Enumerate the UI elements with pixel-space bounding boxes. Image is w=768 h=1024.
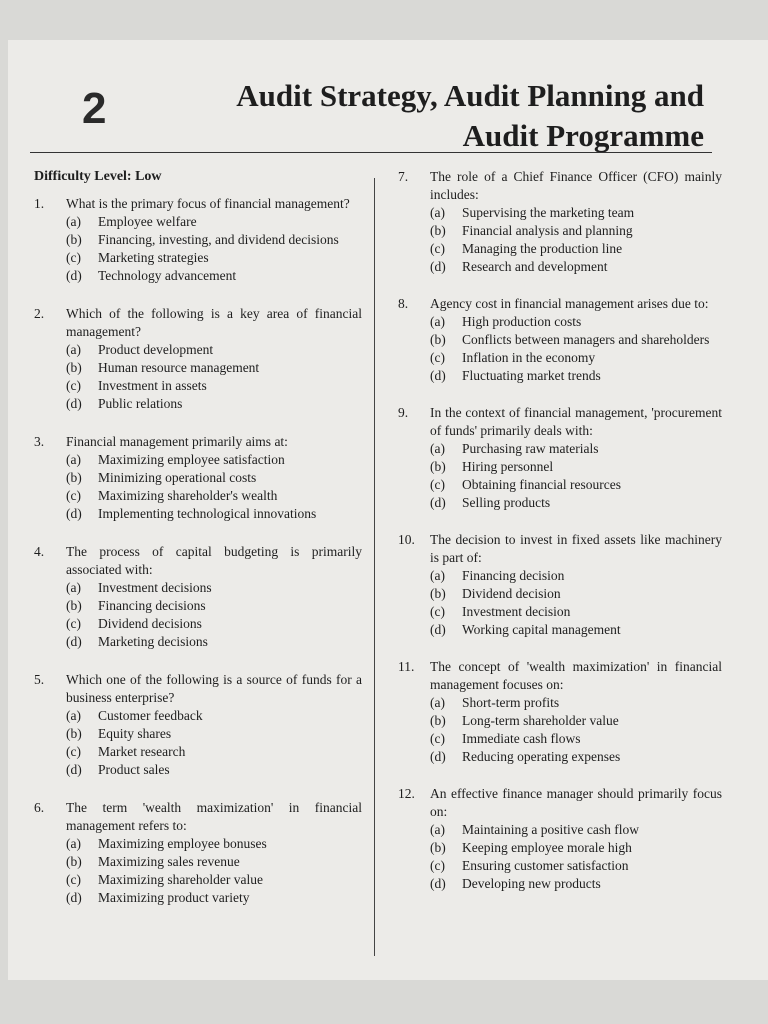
option-label: (d) xyxy=(430,876,446,891)
answer-option xyxy=(430,603,722,621)
answer-option xyxy=(430,204,722,222)
question-text: The role of a Chief Finance Officer (CFO) mainly includes: xyxy=(430,169,722,202)
question-body xyxy=(430,404,722,512)
question-body xyxy=(66,799,362,907)
answer-option xyxy=(430,585,722,603)
option-text: Financing, investing, and dividend decisions xyxy=(98,232,339,247)
chapter-title-line-1: Audit Strategy, Audit Planning and xyxy=(236,78,704,113)
question-body xyxy=(66,433,362,523)
option-text: Equity shares xyxy=(98,726,172,741)
option-label: (d) xyxy=(430,368,446,383)
answer-option xyxy=(430,349,722,367)
option-label: (a) xyxy=(430,822,445,837)
answer-option xyxy=(430,440,722,458)
column-divider xyxy=(374,178,375,956)
question-number: 1. xyxy=(34,196,45,211)
option-label: (c) xyxy=(430,858,445,873)
question-text: The process of capital budgeting is primarily associated with: xyxy=(66,544,362,577)
question-body xyxy=(430,658,722,766)
option-text: Research and development xyxy=(462,259,608,274)
option-text: Hiring personnel xyxy=(462,459,554,474)
option-text: Immediate cash flows xyxy=(462,731,581,746)
option-label: (c) xyxy=(430,350,445,365)
answer-option xyxy=(66,761,362,779)
question-text: Which one of the following is a source of funds for a business enterprise? xyxy=(66,672,362,705)
option-label: (b) xyxy=(430,840,446,855)
option-text: Maximizing shareholder's wealth xyxy=(98,488,278,503)
option-label: (a) xyxy=(430,441,445,456)
question-text: The concept of 'wealth maximization' in financial management focuses on: xyxy=(430,659,722,692)
question-body xyxy=(66,305,362,413)
question-body xyxy=(430,168,722,276)
option-label: (a) xyxy=(66,836,81,851)
answer-option xyxy=(430,730,722,748)
option-text: Financial analysis and planning xyxy=(462,223,633,238)
question xyxy=(398,404,722,512)
answer-option xyxy=(66,597,362,615)
question-number: 8. xyxy=(398,296,409,311)
question-body xyxy=(430,531,722,639)
option-label: (c) xyxy=(66,872,81,887)
option-label: (c) xyxy=(66,488,81,503)
answer-option xyxy=(430,367,722,385)
option-label: (c) xyxy=(66,378,81,393)
option-text: Maximizing employee bonuses xyxy=(98,836,267,851)
question-body xyxy=(66,195,362,285)
option-label: (b) xyxy=(66,854,82,869)
option-text: Investment decision xyxy=(462,604,571,619)
answer-option xyxy=(66,871,362,889)
question xyxy=(34,671,362,779)
title-underline xyxy=(30,152,712,153)
option-label: (b) xyxy=(66,726,82,741)
chapter-title-line-2: Audit Programme xyxy=(462,118,704,153)
option-label: (a) xyxy=(66,452,81,467)
question-number: 6. xyxy=(34,800,45,815)
answer-option xyxy=(430,875,722,893)
answer-option xyxy=(430,567,722,585)
answer-option xyxy=(66,469,362,487)
option-label: (d) xyxy=(430,259,446,274)
option-text: Dividend decisions xyxy=(98,616,202,631)
question-number: 11. xyxy=(398,659,415,674)
answer-option xyxy=(66,579,362,597)
question-list xyxy=(34,195,362,907)
option-label: (a) xyxy=(430,568,445,583)
answer-option xyxy=(66,487,362,505)
question-text: Which of the following is a key area of financial management? xyxy=(66,306,362,339)
option-text: Public relations xyxy=(98,396,183,411)
question xyxy=(398,295,722,385)
answer-option xyxy=(66,451,362,469)
left-column xyxy=(34,168,362,907)
question-text: Agency cost in financial management arises due to: xyxy=(430,296,709,311)
question-text: What is the primary focus of financial management? xyxy=(66,196,350,211)
option-label: (d) xyxy=(66,634,82,649)
question xyxy=(34,433,362,523)
option-text: Product development xyxy=(98,342,214,357)
option-label: (b) xyxy=(430,586,446,601)
option-label: (a) xyxy=(430,695,445,710)
option-label: (c) xyxy=(66,250,81,265)
option-text: Maintaining a positive cash flow xyxy=(462,822,639,837)
option-label: (d) xyxy=(430,749,446,764)
answer-option xyxy=(430,839,722,857)
answer-option xyxy=(66,725,362,743)
option-text: Developing new products xyxy=(462,876,601,891)
option-text: Ensuring customer satisfaction xyxy=(462,858,629,873)
option-text: Managing the production line xyxy=(462,241,623,256)
answer-option xyxy=(430,240,722,258)
answer-option xyxy=(430,694,722,712)
answer-option xyxy=(66,707,362,725)
option-label: (c) xyxy=(66,744,81,759)
option-text: Marketing strategies xyxy=(98,250,209,265)
answer-option xyxy=(430,313,722,331)
answer-option xyxy=(66,231,362,249)
answer-option xyxy=(66,835,362,853)
question-number: 5. xyxy=(34,672,45,687)
option-label: (b) xyxy=(66,360,82,375)
option-text: Technology advancement xyxy=(98,268,237,283)
question-number: 10. xyxy=(398,532,415,547)
option-label: (b) xyxy=(66,232,82,247)
answer-option xyxy=(430,494,722,512)
question-number: 7. xyxy=(398,169,409,184)
question-list xyxy=(398,168,722,893)
answer-option xyxy=(430,476,722,494)
question-body xyxy=(66,543,362,651)
question-text: An effective finance manager should primarily focus on: xyxy=(430,786,722,819)
question xyxy=(34,305,362,413)
answer-option xyxy=(66,359,362,377)
question-number: 12. xyxy=(398,786,415,801)
question xyxy=(34,799,362,907)
option-text: High production costs xyxy=(462,314,582,329)
answer-option xyxy=(430,748,722,766)
answer-option xyxy=(430,857,722,875)
option-text: Selling products xyxy=(462,495,551,510)
option-text: Fluctuating market trends xyxy=(462,368,601,383)
option-label: (c) xyxy=(430,241,445,256)
option-label: (d) xyxy=(66,506,82,521)
question-body xyxy=(430,295,722,385)
option-text: Implementing technological innovations xyxy=(98,506,317,521)
option-label: (d) xyxy=(66,762,82,777)
option-label: (d) xyxy=(430,622,446,637)
option-label: (d) xyxy=(66,890,82,905)
answer-option xyxy=(430,331,722,349)
answer-option xyxy=(66,267,362,285)
option-text: Dividend decision xyxy=(462,586,561,601)
answer-option xyxy=(66,341,362,359)
question-text: The term 'wealth maximization' in financial management refers to: xyxy=(66,800,362,833)
question-text: The decision to invest in fixed assets like machinery is part of: xyxy=(430,532,722,565)
option-text: Short-term profits xyxy=(462,695,560,710)
option-label: (b) xyxy=(430,223,446,238)
answer-option xyxy=(430,222,722,240)
option-text: Financing decision xyxy=(462,568,565,583)
answer-option xyxy=(66,249,362,267)
option-text: Human resource management xyxy=(98,360,260,375)
option-label: (a) xyxy=(66,580,81,595)
option-label: (d) xyxy=(430,495,446,510)
question xyxy=(398,785,722,893)
right-column xyxy=(398,168,722,893)
option-label: (a) xyxy=(66,214,81,229)
answer-option xyxy=(66,743,362,761)
option-label: (a) xyxy=(430,205,445,220)
option-text: Market research xyxy=(98,744,186,759)
option-text: Inflation in the economy xyxy=(462,350,596,365)
question xyxy=(398,168,722,276)
answer-option xyxy=(66,889,362,907)
option-text: Investment decisions xyxy=(98,580,212,595)
question xyxy=(398,658,722,766)
option-text: Conflicts between managers and shareholders xyxy=(462,332,710,347)
option-text: Customer feedback xyxy=(98,708,203,723)
question xyxy=(398,531,722,639)
option-label: (c) xyxy=(430,731,445,746)
question-number: 3. xyxy=(34,434,45,449)
answer-option xyxy=(66,395,362,413)
option-label: (c) xyxy=(430,477,445,492)
question xyxy=(34,195,362,285)
option-label: (b) xyxy=(430,332,446,347)
question xyxy=(34,543,362,651)
question-number: 2. xyxy=(34,306,45,321)
option-text: Reducing operating expenses xyxy=(462,749,621,764)
question-text: In the context of financial management, 'procurement of funds' primarily deals with: xyxy=(430,405,722,438)
option-label: (d) xyxy=(66,396,82,411)
option-text: Marketing decisions xyxy=(98,634,208,649)
answer-option xyxy=(66,615,362,633)
question-text: Financial management primarily aims at: xyxy=(66,434,288,449)
option-text: Investment in assets xyxy=(98,378,207,393)
option-text: Purchasing raw materials xyxy=(462,441,599,456)
option-label: (d) xyxy=(66,268,82,283)
option-label: (c) xyxy=(66,616,81,631)
option-text: Keeping employee morale high xyxy=(462,840,632,855)
question-body xyxy=(66,671,362,779)
answer-option xyxy=(66,213,362,231)
option-text: Employee welfare xyxy=(98,214,197,229)
option-text: Working capital management xyxy=(462,622,621,637)
option-text: Product sales xyxy=(98,762,170,777)
option-label: (b) xyxy=(66,470,82,485)
answer-option xyxy=(430,621,722,639)
option-label: (a) xyxy=(430,314,445,329)
option-text: Supervising the marketing team xyxy=(462,205,635,220)
question-number: 4. xyxy=(34,544,45,559)
answer-option xyxy=(430,458,722,476)
option-label: (a) xyxy=(66,708,81,723)
option-text: Long-term shareholder value xyxy=(462,713,619,728)
option-text: Maximizing shareholder value xyxy=(98,872,263,887)
option-text: Maximizing sales revenue xyxy=(98,854,240,869)
answer-option xyxy=(430,712,722,730)
option-label: (b) xyxy=(430,713,446,728)
question-number: 9. xyxy=(398,405,409,420)
document-page xyxy=(8,40,768,980)
answer-option xyxy=(66,505,362,523)
option-text: Obtaining financial resources xyxy=(462,477,621,492)
option-text: Minimizing operational costs xyxy=(98,470,257,485)
option-text: Financing decisions xyxy=(98,598,206,613)
answer-option xyxy=(430,821,722,839)
answer-option xyxy=(66,377,362,395)
option-label: (b) xyxy=(430,459,446,474)
option-label: (c) xyxy=(430,604,445,619)
option-text: Maximizing product variety xyxy=(98,890,250,905)
option-label: (b) xyxy=(66,598,82,613)
answer-option xyxy=(66,853,362,871)
chapter-number: 2 xyxy=(82,84,107,133)
option-label: (a) xyxy=(66,342,81,357)
question-body xyxy=(430,785,722,893)
answer-option xyxy=(430,258,722,276)
difficulty-level: Difficulty Level: Low xyxy=(34,169,162,184)
answer-option xyxy=(66,633,362,651)
option-text: Maximizing employee satisfaction xyxy=(98,452,285,467)
